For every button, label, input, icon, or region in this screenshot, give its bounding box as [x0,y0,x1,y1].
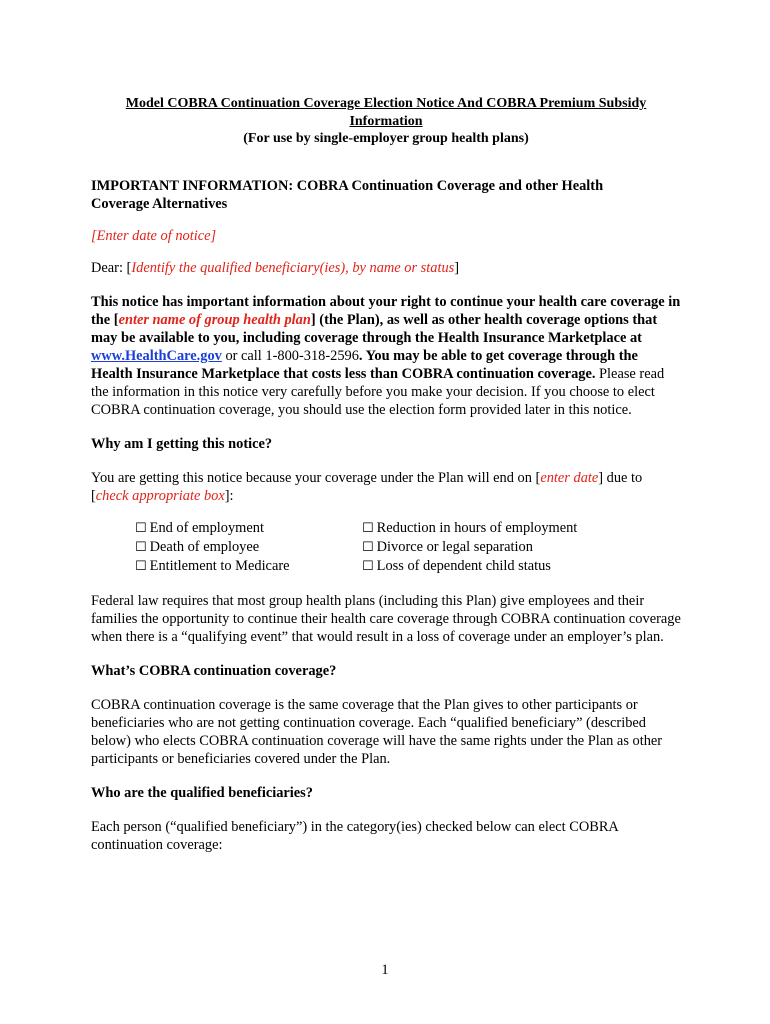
page-number: 1 [381,962,389,978]
important-heading [91,177,681,213]
checkbox-icon[interactable]: ☐ [362,520,374,536]
whats-cobra-paragraph: COBRA continuation coverage is the same coverage that the Plan gives to other participants or beneficiaries who are not getting continuation coverage. Each “qualified beneficiary” (described below) who elects COBRA continuation coverage will have the same rights under the Plan as other participants or beneficiaries covered under the Plan. [91,696,663,767]
intro-text-2: ] (the Plan), as well as other health coverage options that may be available to you, including coverage through the Health Insurance Marketplace at [91,311,658,346]
check-box-placeholder: check appropriate box [95,487,225,504]
plan-name-placeholder: enter name of group health plan [118,311,311,328]
option-death-of-employee[interactable] [135,538,362,557]
intro-text-4: . You may be able to get coverage through the Health Insurance Marketplace that costs less than COBRA continuation coverage. [91,347,638,382]
why-heading: Why am I getting this notice? [91,435,273,452]
why-text-3: ]: [224,487,234,504]
qualifying-event-options [91,519,681,576]
checkbox-icon[interactable]: ☐ [135,539,147,555]
intro-phone: or call 1-800-318-2596 [221,347,359,364]
document-body [91,95,681,854]
title-line-2: Information [349,113,423,129]
important-heading-line-2: Coverage Alternatives [91,195,228,212]
option-label: Reduction in hours of employment [376,519,578,536]
salutation [91,259,681,277]
checkbox-icon[interactable]: ☐ [362,539,374,555]
salutation-suffix: ] [454,259,460,276]
intro-text-1: This notice has important information about your right to continue your health care coverage in the [ [91,293,681,328]
option-label: Entitlement to Medicare [149,557,290,574]
why-paragraph [91,469,681,505]
option-end-of-employment[interactable] [135,519,362,538]
option-loss-of-dependent-status[interactable] [362,557,589,576]
options-column-left [135,519,362,576]
salutation-prefix: Dear: [ [91,259,132,276]
qualified-beneficiaries-paragraph: Each person (“qualified beneficiary”) in the category(ies) checked below can elect COBRA continuation coverage: [91,818,619,853]
federal-law-paragraph: Federal law requires that most group health plans (including this Plan) give employees and their families the opportunity to continue their health care coverage through COBRA continuation coverage when there is a “qualifying event” that would result in a loss of coverage under an employer’s plan. [91,592,681,645]
options-column-right [362,519,589,576]
qualified-beneficiaries-heading: Who are the qualified beneficiaries? [91,784,313,801]
important-heading-line-1: IMPORTANT INFORMATION: COBRA Continuation Coverage and other Health [91,177,604,194]
document-title [91,95,681,148]
notice-date-placeholder: [Enter date of notice] [91,227,217,244]
option-label: End of employment [149,519,264,536]
option-entitlement-to-medicare[interactable] [135,557,362,576]
healthcare-gov-link[interactable]: www.HealthCare.gov [91,347,222,364]
beneficiary-placeholder: Identify the qualified beneficiary(ies), by name or status [131,259,455,276]
intro-paragraph [91,293,681,419]
checkbox-icon[interactable]: ☐ [135,558,147,574]
option-divorce-or-separation[interactable] [362,538,589,557]
title-subtitle: (For use by single-employer group health plans) [243,131,529,146]
why-text-2: ] due to [ [91,469,643,504]
option-label: Death of employee [149,538,260,555]
checkbox-icon[interactable]: ☐ [135,520,147,536]
checkbox-icon[interactable]: ☐ [362,558,374,574]
why-text-1: You are getting this notice because your coverage under the Plan will end on [ [91,469,541,486]
title-line-1: Model COBRA Continuation Coverage Election Notice And COBRA Premium Subsidy [125,96,647,111]
end-date-placeholder: enter date [540,469,599,486]
option-label: Loss of dependent child status [376,557,551,574]
option-reduction-in-hours[interactable] [362,519,589,538]
whats-cobra-heading: What’s COBRA continuation coverage? [91,662,337,679]
option-label: Divorce or legal separation [376,538,533,555]
intro-text-5: Please read the information in this notice very carefully before you make your decision. If you choose to elect COBRA continuation coverage, you should use the election form provided later in this notice. [91,365,665,418]
